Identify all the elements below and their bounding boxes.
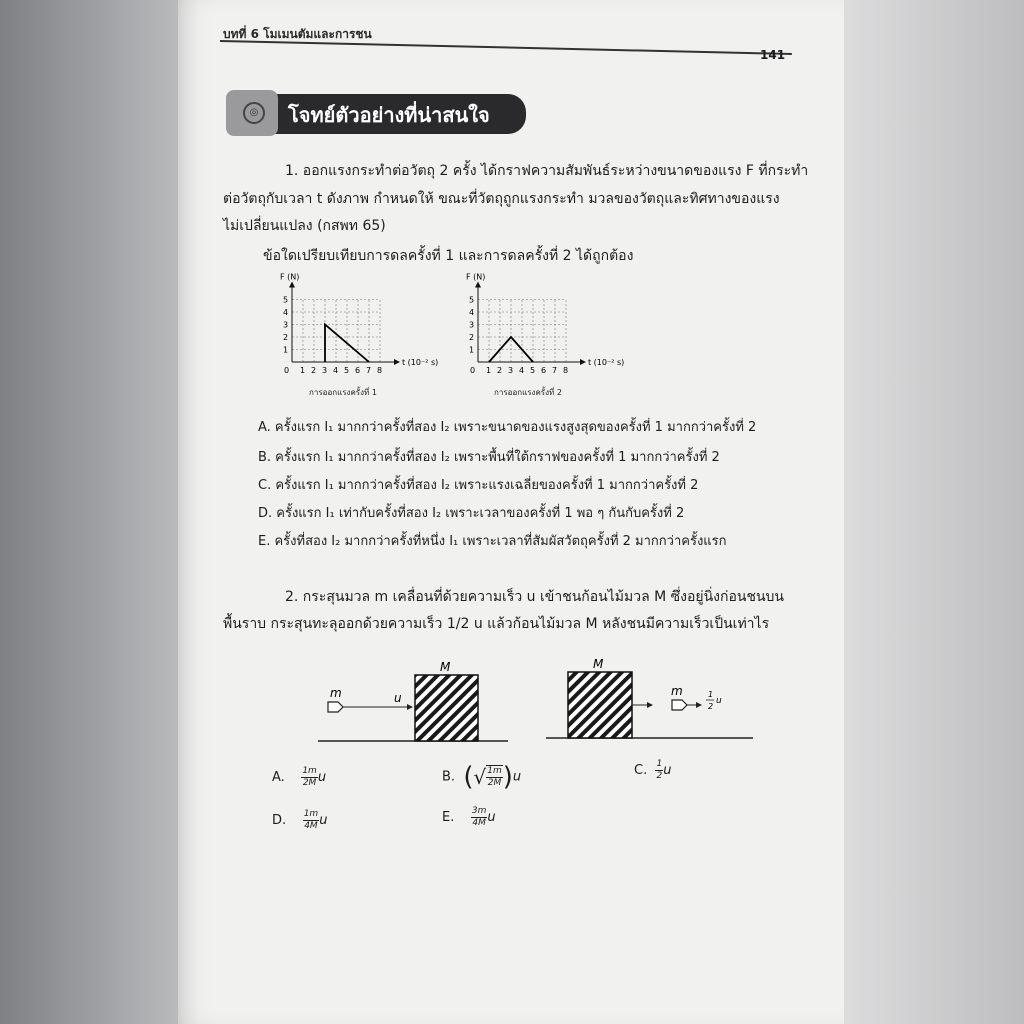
velocity-after-den: 2 bbox=[708, 702, 714, 711]
q2-option-a: A. $\frac{1m}{2M}$ u bbox=[272, 766, 327, 788]
y-tick-label: 5 bbox=[283, 295, 289, 305]
section-banner bbox=[226, 90, 531, 136]
arrowhead-after bbox=[696, 702, 702, 708]
q2-option-c: C. $\frac{1}{2}$ u bbox=[634, 759, 672, 781]
x-tick-label: 5 bbox=[530, 366, 536, 375]
y-tick-label: 4 bbox=[469, 308, 475, 317]
x-tick-label: 4 bbox=[333, 366, 339, 375]
x-tick-label: 1 bbox=[486, 366, 492, 375]
book-page bbox=[178, 0, 844, 1024]
background-right bbox=[844, 0, 1024, 1024]
x-axis-label: t (10⁻² s) bbox=[588, 358, 625, 367]
y-tick-label: 2 bbox=[283, 333, 289, 342]
block-label-after: M bbox=[593, 657, 604, 671]
header-rule bbox=[220, 40, 792, 55]
bullet-before bbox=[328, 702, 343, 712]
x-tick-label: 0 bbox=[284, 366, 290, 375]
bullet-label-after: m bbox=[671, 684, 683, 698]
x-tick-label: 7 bbox=[552, 366, 558, 375]
q2-option-e: E. $\frac{3m}{4M}$ u bbox=[442, 806, 496, 828]
x-tick-label: 0 bbox=[470, 366, 476, 375]
wood-block-before bbox=[415, 675, 478, 741]
bullet-after bbox=[672, 700, 687, 710]
x-tick-label: 8 bbox=[563, 366, 569, 375]
velocity-label-before: u bbox=[394, 691, 402, 705]
x-tick-label: 6 bbox=[541, 366, 547, 375]
q1-option-b: B. ครั้งแรก I₁ มากกว่าครั้งที่สอง I₂ เพราะพื้นที่ใต้กราฟของครั้งที่ 1 มากกว่าครั้งที่ 2 bbox=[258, 450, 720, 465]
q1-line-1: 1. ออกแรงกระทำต่อวัตถุ 2 ครั้ง ได้กราฟความสัมพันธ์ระหว่างขนาดของแรง F ที่กระทำ bbox=[285, 163, 809, 179]
background-left bbox=[0, 0, 178, 1024]
q1-line-3: ไม่เปลี่ยนแปลง (กสพท 65) bbox=[223, 218, 386, 234]
impulse-chart-1 bbox=[270, 268, 439, 398]
y-axis-arrowhead bbox=[475, 282, 481, 288]
y-tick-label: 5 bbox=[469, 295, 475, 305]
x-axis-arrowhead bbox=[580, 359, 586, 365]
x-axis-label: t (10⁻² s) bbox=[402, 358, 439, 367]
q1-line-2: ต่อวัตถุกับเวลา t ดังภาพ กำหนดให้ ขณะที่วัตถุถูกแรงกระทำ มวลของวัตถุและทิศทางของแรง bbox=[223, 191, 780, 207]
target-icon: ◎ bbox=[226, 90, 278, 136]
x-tick-label: 6 bbox=[355, 366, 361, 375]
x-axis-arrowhead bbox=[394, 359, 400, 365]
x-tick-label: 5 bbox=[344, 366, 350, 375]
q1-option-a: A. ครั้งแรก I₁ มากกว่าครั้งที่สอง I₂ เพราะขนาดของแรงสูงสุดของครั้งที่ 1 มากกว่าครั้งที่ 2 bbox=[258, 420, 757, 435]
chapter-header: บทที่ 6 โมเมนตัมและการชน bbox=[223, 27, 372, 41]
x-tick-label: 7 bbox=[366, 366, 372, 375]
x-tick-label: 1 bbox=[300, 366, 306, 375]
x-tick-label: 2 bbox=[497, 366, 503, 375]
y-axis-label: F (N) bbox=[466, 272, 486, 282]
q2-line-1: 2. กระสุนมวล m เคลื่อนที่ด้วยความเร็ว u เข้าชนก้อนไม้มวล M ซึ่งอยู่นิ่งก่อนชนบน bbox=[285, 589, 784, 605]
block-arrowhead-after bbox=[647, 702, 653, 708]
q1-prompt: ข้อใดเปรียบเทียบการดลครั้งที่ 1 และการดลครั้งที่ 2 ได้ถูกต้อง bbox=[263, 248, 634, 264]
q1-option-d: D. ครั้งแรก I₁ เท่ากับครั้งที่สอง I₂ เพราะเวลาของครั้งที่ 1 พอ ๆ กันกับครั้งที่ 2 bbox=[258, 506, 685, 521]
y-tick-label: 2 bbox=[469, 333, 475, 342]
q2-line-2: พื้นราบ กระสุนทะลุออกด้วยความเร็ว 1/2 u แล้วก้อนไม้มวล M หลังชนมีความเร็วเป็นเท่าไร bbox=[223, 616, 770, 632]
banner-title: โจทย์ตัวอย่างที่น่าสนใจ bbox=[288, 103, 490, 127]
x-tick-label: 8 bbox=[377, 366, 383, 375]
chart-2-title: การออกแรงครั้งที่ 2 bbox=[494, 388, 562, 397]
y-tick-label: 1 bbox=[469, 345, 475, 355]
y-tick-label: 3 bbox=[469, 320, 475, 330]
chart-1-title: การออกแรงครั้งที่ 1 bbox=[309, 388, 377, 397]
impulse-chart-2 bbox=[456, 268, 625, 398]
block-label-before: M bbox=[440, 660, 451, 674]
y-tick-label: 4 bbox=[283, 308, 289, 317]
q2-option-b: B. (√ $\frac{1m}{2M}$ )u bbox=[442, 762, 522, 792]
q1-option-c: C. ครั้งแรก I₁ มากกว่าครั้งที่สอง I₂ เพราะแรงเฉลี่ยของครั้งที่ 1 มากกว่าครั้งที่ 2 bbox=[258, 478, 699, 493]
q1-option-e: E. ครั้งที่สอง I₂ มากกว่าครั้งที่หนึ่ง I₁ เพราะเวลาที่สัมผัสวัตถุครั้งที่ 2 มากกว่าครั้งแรก bbox=[258, 534, 727, 549]
arrowhead-before bbox=[407, 704, 413, 710]
collision-diagram bbox=[308, 655, 788, 750]
velocity-after-num: 1 bbox=[708, 690, 714, 699]
bullet-label-before: m bbox=[330, 686, 342, 700]
q2-option-d: D. $\frac{1m}{4M}$ u bbox=[272, 809, 328, 831]
x-tick-label: 4 bbox=[519, 366, 525, 375]
y-axis-label: F (N) bbox=[280, 272, 300, 282]
page-number: 141 bbox=[760, 48, 786, 62]
wood-block-after bbox=[568, 672, 632, 738]
y-tick-label: 1 bbox=[283, 345, 289, 355]
x-tick-label: 2 bbox=[311, 366, 317, 375]
velocity-after-var: u bbox=[716, 696, 722, 706]
x-tick-label: 3 bbox=[508, 366, 514, 375]
x-tick-label: 3 bbox=[322, 366, 328, 375]
y-tick-label: 3 bbox=[283, 320, 289, 330]
y-axis-arrowhead bbox=[289, 282, 295, 288]
